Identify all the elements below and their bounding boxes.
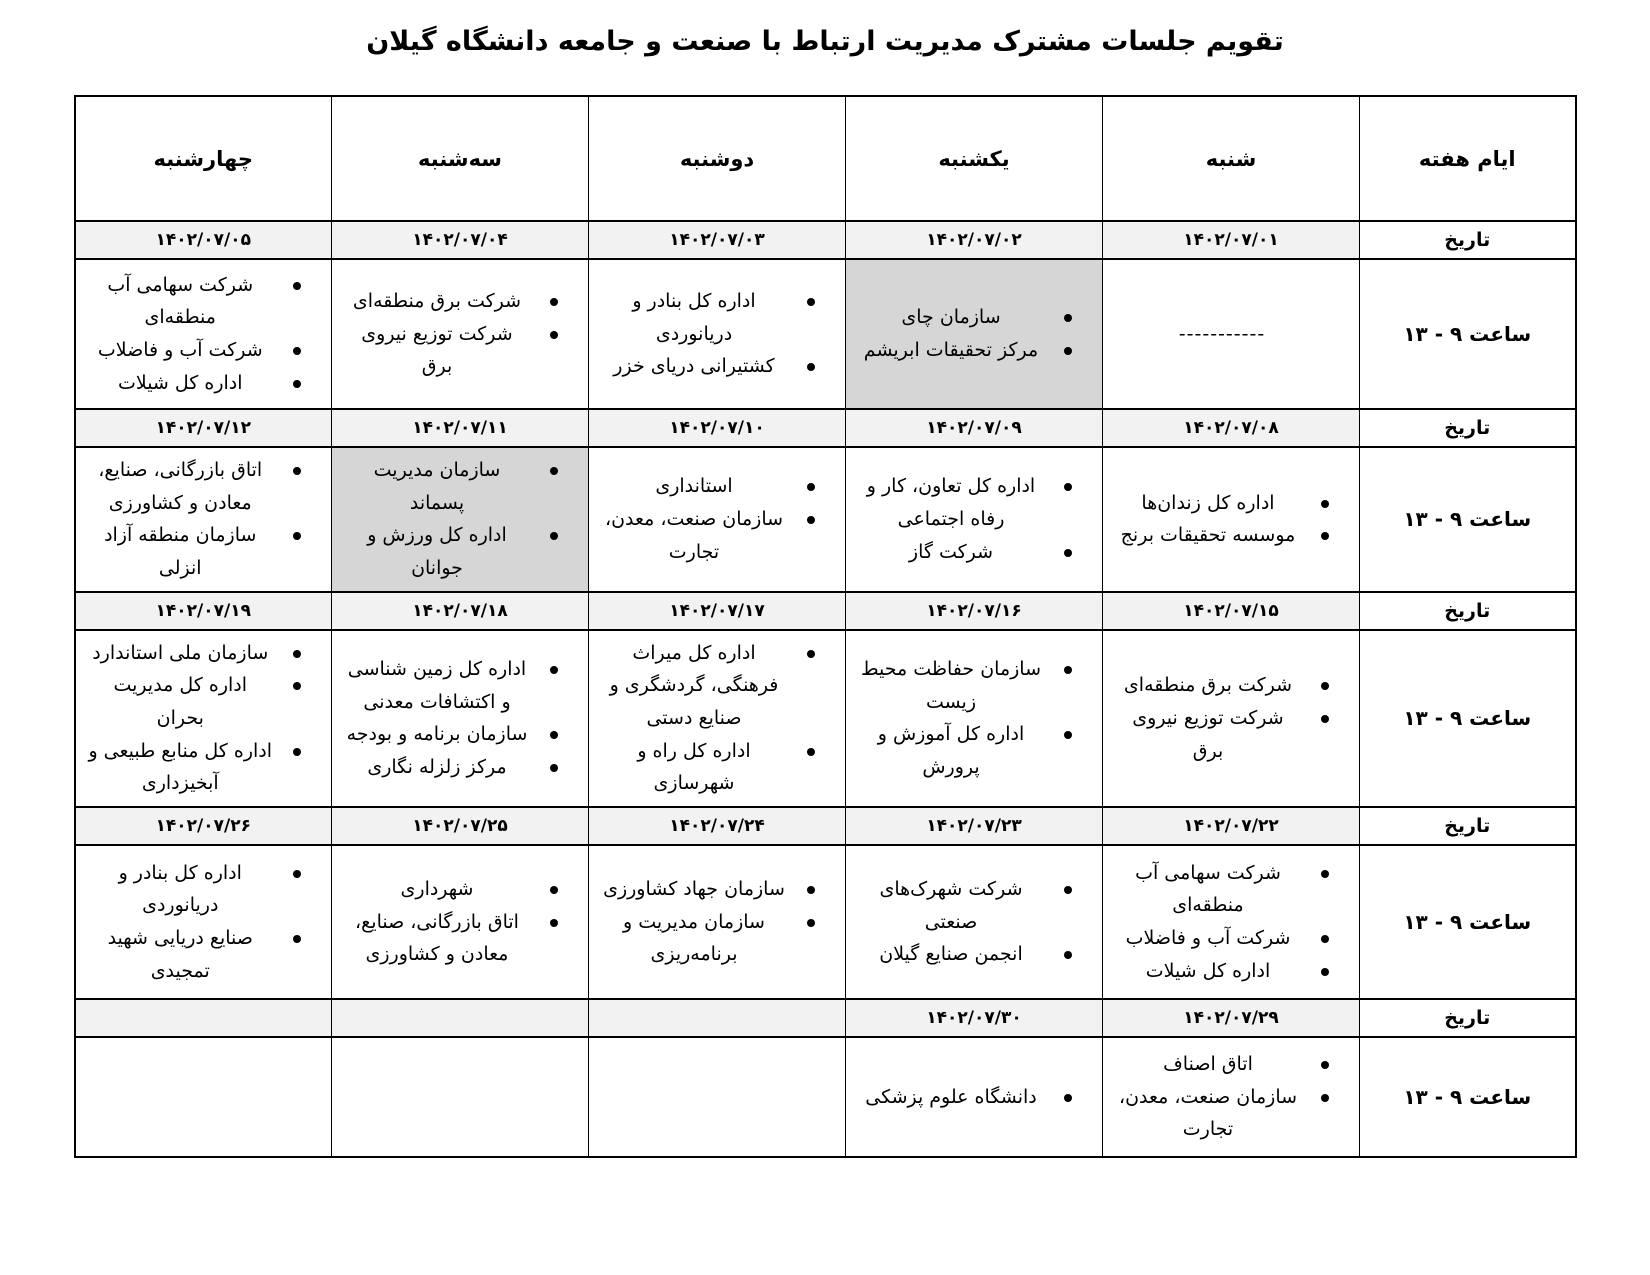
organization-item [344, 454, 558, 519]
date-cell: ۱۴۰۲/۰۷/۲۵ [332, 807, 589, 845]
schedule-cell [589, 845, 846, 999]
organization-item [1115, 487, 1329, 520]
schedule-cell [75, 259, 332, 409]
organization-item [88, 922, 302, 987]
organization-name: اداره کل منابع طبیعی و آبخیزداری [88, 739, 273, 795]
organization-item [344, 751, 558, 784]
organization-item [1115, 1048, 1329, 1081]
date-cell: ۱۴۰۲/۰۷/۰۳ [589, 221, 846, 259]
organization-item [858, 718, 1072, 783]
organization-item [88, 735, 302, 800]
schedule-cell [589, 447, 846, 592]
organization-item [601, 735, 815, 800]
table-row-meetings-week5 [75, 1037, 1576, 1157]
date-cell: ۱۴۰۲/۰۷/۲۳ [846, 807, 1103, 845]
bullet-icon [293, 682, 301, 690]
organization-name: سازمان مدیریت و برنامه‌ریزی [623, 910, 765, 966]
bullet-icon [293, 347, 301, 355]
organization-item [601, 285, 815, 350]
organization-item [1115, 702, 1329, 767]
date-cell: ۱۴۰۲/۰۷/۰۱ [1103, 221, 1360, 259]
bullet-icon [293, 650, 301, 658]
bullet-icon [293, 532, 301, 540]
organization-item [344, 873, 558, 906]
organization-item [1115, 922, 1329, 955]
bullet-icon [1321, 935, 1329, 943]
organization-item [601, 470, 815, 503]
date-cell-empty [332, 999, 589, 1037]
table-row-dates-week2 [75, 409, 1576, 447]
bullet-icon [807, 886, 815, 894]
organization-name: سازمان برنامه و بودجه [346, 723, 528, 746]
organization-item [858, 653, 1072, 718]
table-row-header [75, 96, 1576, 221]
bullet-icon [807, 919, 815, 927]
schedule-cell [589, 259, 846, 409]
bullet-icon [550, 764, 558, 772]
bullet-icon [293, 380, 301, 388]
date-cell: ۱۴۰۲/۰۷/۱۰ [589, 409, 846, 447]
schedule-cell [1103, 845, 1360, 999]
date-cell: ۱۴۰۲/۰۷/۱۱ [332, 409, 589, 447]
organization-name: اداره کل زندان‌ها [1141, 491, 1275, 514]
table-row-meetings-week3 [75, 630, 1576, 807]
bullet-icon [550, 331, 558, 339]
organization-name: اداره کل ورزش و جوانان [367, 524, 507, 580]
schedule-cell [846, 630, 1103, 807]
schedule-cell [846, 447, 1103, 592]
organization-name: اداره کل راه و شهرسازی [637, 739, 751, 795]
organization-name: سازمان حفاظت محیط زیست [860, 658, 1042, 713]
date-row-label: تاریخ [1360, 592, 1576, 630]
organization-name: شرکت گاز [908, 540, 994, 563]
bullet-icon [550, 532, 558, 540]
organization-name: شرکت توزیع نیروی برق [361, 322, 513, 378]
date-cell-empty [589, 999, 846, 1037]
bullet-icon [1064, 347, 1072, 355]
schedule-cell-highlighted [846, 259, 1103, 409]
meeting-schedule-table [74, 95, 1577, 1158]
organization-item [88, 519, 302, 584]
bullet-icon [807, 516, 815, 524]
organization-item [601, 503, 815, 568]
schedule-cell [589, 630, 846, 807]
organization-item [344, 519, 558, 584]
bullet-icon [550, 666, 558, 674]
bullet-icon [550, 298, 558, 306]
table-row-meetings-week4 [75, 845, 1576, 999]
bullet-icon [1321, 715, 1329, 723]
date-cell: ۱۴۰۲/۰۷/۱۲ [75, 409, 332, 447]
time-row-label: ساعت ۹ - ۱۳ [1360, 447, 1576, 592]
organization-item [601, 350, 815, 383]
organization-item [344, 318, 558, 383]
organization-item [858, 470, 1072, 535]
date-row-label: تاریخ [1360, 999, 1576, 1037]
date-cell: ۱۴۰۲/۰۷/۳۰ [846, 999, 1103, 1037]
organization-name: مرکز تحقیقات ابریشم [863, 339, 1039, 361]
organization-name: اداره کل شیلات [1145, 959, 1271, 982]
organization-item [88, 269, 302, 334]
time-row-label: ساعت ۹ - ۱۳ [1360, 630, 1576, 807]
schedule-cell [846, 1037, 1103, 1157]
bullet-icon [1064, 886, 1072, 894]
schedule-cell [1103, 630, 1360, 807]
organization-item [858, 938, 1072, 971]
organization-name: موسسه تحقیقات برنج [1120, 524, 1296, 547]
bullet-icon [807, 748, 815, 756]
schedule-cell [1103, 259, 1360, 409]
no-meeting-placeholder: ----------- [1178, 322, 1266, 345]
organization-item [601, 637, 815, 735]
organization-name: سازمان چای [901, 306, 1001, 329]
organization-name: انجمن صنایع گیلان [879, 943, 1023, 966]
bullet-icon [550, 467, 558, 475]
organization-item [88, 669, 302, 734]
bullet-icon [1064, 1094, 1072, 1102]
organization-name: شرکت آب و فاضلاب [1125, 927, 1291, 950]
organization-name: صنایع دریایی شهید تمجیدی [107, 927, 253, 982]
bullet-icon [1321, 1094, 1329, 1102]
organization-name: سازمان صنعت، معدن، تجارت [1118, 1085, 1298, 1141]
organization-name: سازمان مدیریت پسماند [373, 459, 501, 514]
date-cell: ۱۴۰۲/۰۷/۲۲ [1103, 807, 1360, 845]
date-row-label: تاریخ [1360, 409, 1576, 447]
organization-name: اداره کل مدیریت بحران [113, 674, 248, 730]
bullet-icon [550, 731, 558, 739]
organization-name: کشتیرانی دریای خزر [613, 355, 775, 378]
organization-item [88, 637, 302, 670]
organization-item [858, 301, 1072, 334]
date-cell-empty [75, 999, 332, 1037]
bullet-icon [1064, 666, 1072, 674]
organization-name: اداره کل آموزش و پرورش [877, 723, 1025, 779]
organization-name: اداره کل شیلات [117, 371, 243, 394]
header-day-sunday: یکشنبه [846, 96, 1103, 221]
date-cell: ۱۴۰۲/۰۷/۰۴ [332, 221, 589, 259]
schedule-cell [332, 845, 589, 999]
organization-name: سازمان ملی استاندارد [92, 641, 269, 664]
bullet-icon [807, 298, 815, 306]
organization-name: اتاق اصناف [1163, 1053, 1253, 1076]
organization-name: مرکز زلزله نگاری [367, 756, 507, 779]
organization-name: شرکت سهامی آب منطقه‌ای [1135, 861, 1281, 917]
date-cell: ۱۴۰۲/۰۷/۰۹ [846, 409, 1103, 447]
bullet-icon [550, 886, 558, 894]
organization-name: شرکت برق منطقه‌ای [352, 289, 522, 312]
bullet-icon [1064, 731, 1072, 739]
organization-item [858, 334, 1072, 367]
organization-name: استانداری [655, 475, 733, 498]
organization-name: شرکت شهرک‌های صنعتی [879, 878, 1023, 933]
organization-item [858, 536, 1072, 569]
organization-name: شهرداری [400, 878, 474, 901]
schedule-cell [75, 630, 332, 807]
organization-item [858, 873, 1072, 938]
organization-item [858, 1081, 1072, 1114]
organization-name: شرکت آب و فاضلاب [97, 339, 263, 361]
table-row-dates-week5 [75, 999, 1576, 1037]
organization-item [88, 367, 302, 400]
schedule-cell [75, 845, 332, 999]
bullet-icon [807, 650, 815, 658]
organization-item [1115, 519, 1329, 552]
bullet-icon [293, 935, 301, 943]
organization-item [88, 454, 302, 519]
schedule-cell [332, 630, 589, 807]
bullet-icon [1064, 314, 1072, 322]
bullet-icon [550, 919, 558, 927]
organization-name: شرکت برق منطقه‌ای [1123, 674, 1293, 697]
schedule-cell-empty [332, 1037, 589, 1157]
bullet-icon [293, 467, 301, 475]
date-cell: ۱۴۰۲/۰۷/۱۷ [589, 592, 846, 630]
time-row-label: ساعت ۹ - ۱۳ [1360, 1037, 1576, 1157]
schedule-cell [75, 447, 332, 592]
organization-item [344, 906, 558, 971]
time-row-label: ساعت ۹ - ۱۳ [1360, 259, 1576, 409]
time-row-label: ساعت ۹ - ۱۳ [1360, 845, 1576, 999]
schedule-cell-highlighted [332, 447, 589, 592]
organization-item [344, 653, 558, 718]
header-day-monday: دوشنبه [589, 96, 846, 221]
organization-item [1115, 955, 1329, 988]
bullet-icon [807, 363, 815, 371]
organization-name: سازمان جهاد کشاورزی [603, 878, 785, 901]
organization-name: اتاق بازرگانی، صنایع، معادن و کشاورزی [98, 459, 263, 514]
date-cell: ۱۴۰۲/۰۷/۲۴ [589, 807, 846, 845]
table-row-meetings-week1 [75, 259, 1576, 409]
schedule-cell-empty [75, 1037, 332, 1157]
no-meeting-item [1115, 318, 1329, 351]
bullet-icon [1321, 682, 1329, 690]
organization-name: اداره کل تعاون، کار و رفاه اجتماعی [866, 475, 1036, 530]
bullet-icon [293, 282, 301, 290]
header-day-wednesday: چهارشنبه [75, 96, 332, 221]
table-row-dates-week3 [75, 592, 1576, 630]
schedule-cell [1103, 1037, 1360, 1157]
organization-name: دانشگاه علوم پزشکی [865, 1085, 1037, 1108]
bullet-icon [293, 870, 301, 878]
schedule-cell [332, 259, 589, 409]
organization-item [344, 718, 558, 751]
date-cell: ۱۴۰۲/۰۷/۰۸ [1103, 409, 1360, 447]
organization-item [601, 873, 815, 906]
organization-item [1115, 857, 1329, 922]
organization-name: سازمان منطقه آزاد انزلی [104, 524, 257, 580]
date-row-label: تاریخ [1360, 807, 1576, 845]
organization-name: شرکت توزیع نیروی برق [1132, 707, 1284, 762]
date-cell: ۱۴۰۲/۰۷/۱۵ [1103, 592, 1360, 630]
organization-name: اداره کل زمین شناسی و اکتشافات معدنی [347, 658, 527, 713]
date-cell: ۱۴۰۲/۰۷/۲۶ [75, 807, 332, 845]
bullet-icon [1064, 483, 1072, 491]
date-row-label: تاریخ [1360, 221, 1576, 259]
date-cell: ۱۴۰۲/۰۷/۰۵ [75, 221, 332, 259]
schedule-cell [1103, 447, 1360, 592]
organization-item [88, 857, 302, 922]
bullet-icon [807, 483, 815, 491]
bullet-icon [293, 748, 301, 756]
page-title: تقویم جلسات مشترک مدیریت ارتباط با صنعت و جامعه دانشگاه گیلان [366, 26, 1284, 57]
bullet-icon [1064, 951, 1072, 959]
date-cell: ۱۴۰۲/۰۷/۱۶ [846, 592, 1103, 630]
organization-name: اداره کل میراث فرهنگی، گردشگری و صنایع دستی [609, 641, 779, 730]
organization-item [1115, 669, 1329, 702]
bullet-icon [1321, 968, 1329, 976]
organization-name: اداره کل بنادر و دریانوردی [118, 861, 242, 917]
date-cell: ۱۴۰۲/۰۷/۲۹ [1103, 999, 1360, 1037]
organization-item [601, 906, 815, 971]
header-day-saturday: شنبه [1103, 96, 1360, 221]
bullet-icon [1064, 549, 1072, 557]
bullet-icon [1321, 532, 1329, 540]
organization-name: اداره کل بنادر و دریانوردی [632, 289, 756, 345]
organization-item [88, 334, 302, 367]
organization-item [344, 285, 558, 318]
date-cell: ۱۴۰۲/۰۷/۰۲ [846, 221, 1103, 259]
date-cell: ۱۴۰۲/۰۷/۱۸ [332, 592, 589, 630]
schedule-cell [846, 845, 1103, 999]
table-row-meetings-week2 [75, 447, 1576, 592]
date-cell: ۱۴۰۲/۰۷/۱۹ [75, 592, 332, 630]
bullet-icon [1321, 1061, 1329, 1069]
organization-name: شرکت سهامی آب منطقه‌ای [107, 273, 254, 329]
header-day-tuesday: سه‌شنبه [332, 96, 589, 221]
organization-name: اتاق بازرگانی، صنایع، معادن و کشاورزی [355, 910, 519, 966]
bullet-icon [1321, 870, 1329, 878]
organization-item [1115, 1081, 1329, 1146]
bullet-icon [1321, 500, 1329, 508]
table-row-dates-week1 [75, 221, 1576, 259]
schedule-cell-empty [589, 1037, 846, 1157]
header-days-label-cell: ایام هفته [1360, 96, 1576, 221]
table-row-dates-week4 [75, 807, 1576, 845]
organization-name: سازمان صنعت، معدن، تجارت [604, 508, 784, 563]
